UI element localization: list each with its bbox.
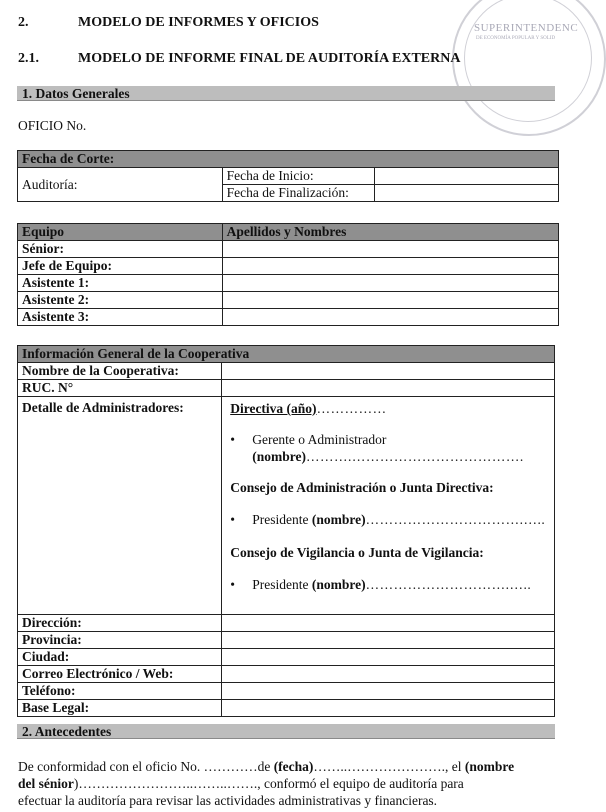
coop-row-label: Correo Electrónico / Web: [18, 666, 222, 683]
coop-row-label: Provincia: [18, 632, 222, 649]
coop-row-label: Ciudad: [18, 649, 222, 666]
stamp-subtext: DE ECONOMÍA POPULAR Y SOLID [476, 36, 556, 41]
stamp-inner-ring [464, 0, 592, 122]
coop-row-value[interactable] [222, 632, 555, 649]
detalle-administradores-label: Detalle de Administradores: [18, 397, 222, 615]
section-antecedentes: 2. Antecedentes [17, 724, 555, 739]
directiva-label: Directiva (año) [230, 401, 317, 416]
equipo-row-value[interactable] [222, 275, 558, 292]
section-datos-generales: 1. Datos Generales [17, 86, 555, 101]
equipo-table [17, 223, 559, 326]
heading-1-text: MODELO DE INFORMES Y OFICIOS [78, 15, 319, 30]
coop-row-value[interactable] [222, 666, 555, 683]
apellidos-nombres-header: Apellidos y Nombres [222, 224, 558, 241]
superintendencia-stamp [452, 0, 606, 136]
equipo-row-label: Asistente 1: [18, 275, 223, 292]
equipo-row-value[interactable] [222, 292, 558, 309]
cooperativa-header: Información General de la Cooperativa [18, 346, 555, 363]
stamp-text: SUPERINTENDENC [474, 22, 579, 34]
coop-row-label: Dirección: [18, 615, 222, 632]
coop-row-value[interactable] [222, 700, 555, 717]
fecha-finalizacion-cell[interactable] [375, 185, 559, 202]
equipo-row-value[interactable] [222, 241, 558, 258]
consejo-vigilancia-label: Consejo de Vigilancia o Junta de Vigilancia: [230, 545, 484, 560]
coop-row-value[interactable] [222, 615, 555, 632]
fecha-inicio-label: Fecha de Inicio: [222, 168, 375, 185]
equipo-row-value[interactable] [222, 258, 558, 275]
detalle-administradores-value: Directiva (año)…………… • Gerente o Administrador (nombre)……….………………………………. Consejo de Administración o Junta Directiva: • Presidente (nombre)…………………………….….. Consejo de Vigilancia o Junta de Vigilancia: • Presidente (nombre)………………………….….. [222, 397, 555, 615]
coop-row-value[interactable] [222, 649, 555, 666]
auditoria-label: Auditoría: [18, 168, 223, 202]
equipo-row-label: Asistente 2: [18, 292, 223, 309]
gerente-label: Gerente o Administrador [252, 432, 387, 447]
coop-row-value[interactable] [222, 683, 555, 700]
heading-2-number: 2.1. [18, 51, 39, 66]
antecedentes-paragraph: De conformidad con el oficio No. …………de (fecha)……..…………………., el (nombre del sénior)……………………..……..……., conformó el equipo de auditoría para efectuar la auditoría para revisar las actividades administrativas y financieras. [18, 759, 515, 808]
ruc-label: RUC. N° [18, 380, 222, 397]
equipo-row-value[interactable] [222, 309, 558, 326]
ruc-value[interactable] [222, 380, 555, 397]
equipo-header: Equipo [18, 224, 223, 241]
nombre-cooperativa-value[interactable] [222, 363, 555, 380]
heading-1-number: 2. [18, 15, 29, 30]
fecha-inicio-cell[interactable] [375, 168, 559, 185]
equipo-row-label: Asistente 3: [18, 309, 223, 326]
coop-row-label: Base Legal: [18, 700, 222, 717]
equipo-row-label: Sénior: [18, 241, 223, 258]
fecha-corte-table [17, 150, 559, 202]
cooperativa-table [17, 345, 555, 717]
consejo-administracion-label: Consejo de Administración o Junta Directiva: [230, 480, 494, 495]
fecha-corte-header: Fecha de Corte: [18, 151, 559, 168]
coop-row-label: Teléfono: [18, 683, 222, 700]
fecha-finalizacion-label: Fecha de Finalización: [222, 185, 375, 202]
heading-2-text: MODELO DE INFORME FINAL DE AUDITORÍA EXTERNA [78, 51, 461, 66]
nombre-cooperativa-label: Nombre de la Cooperativa: [18, 363, 222, 380]
oficio-label: OFICIO No. [18, 118, 87, 133]
equipo-row-label: Jefe de Equipo: [18, 258, 223, 275]
